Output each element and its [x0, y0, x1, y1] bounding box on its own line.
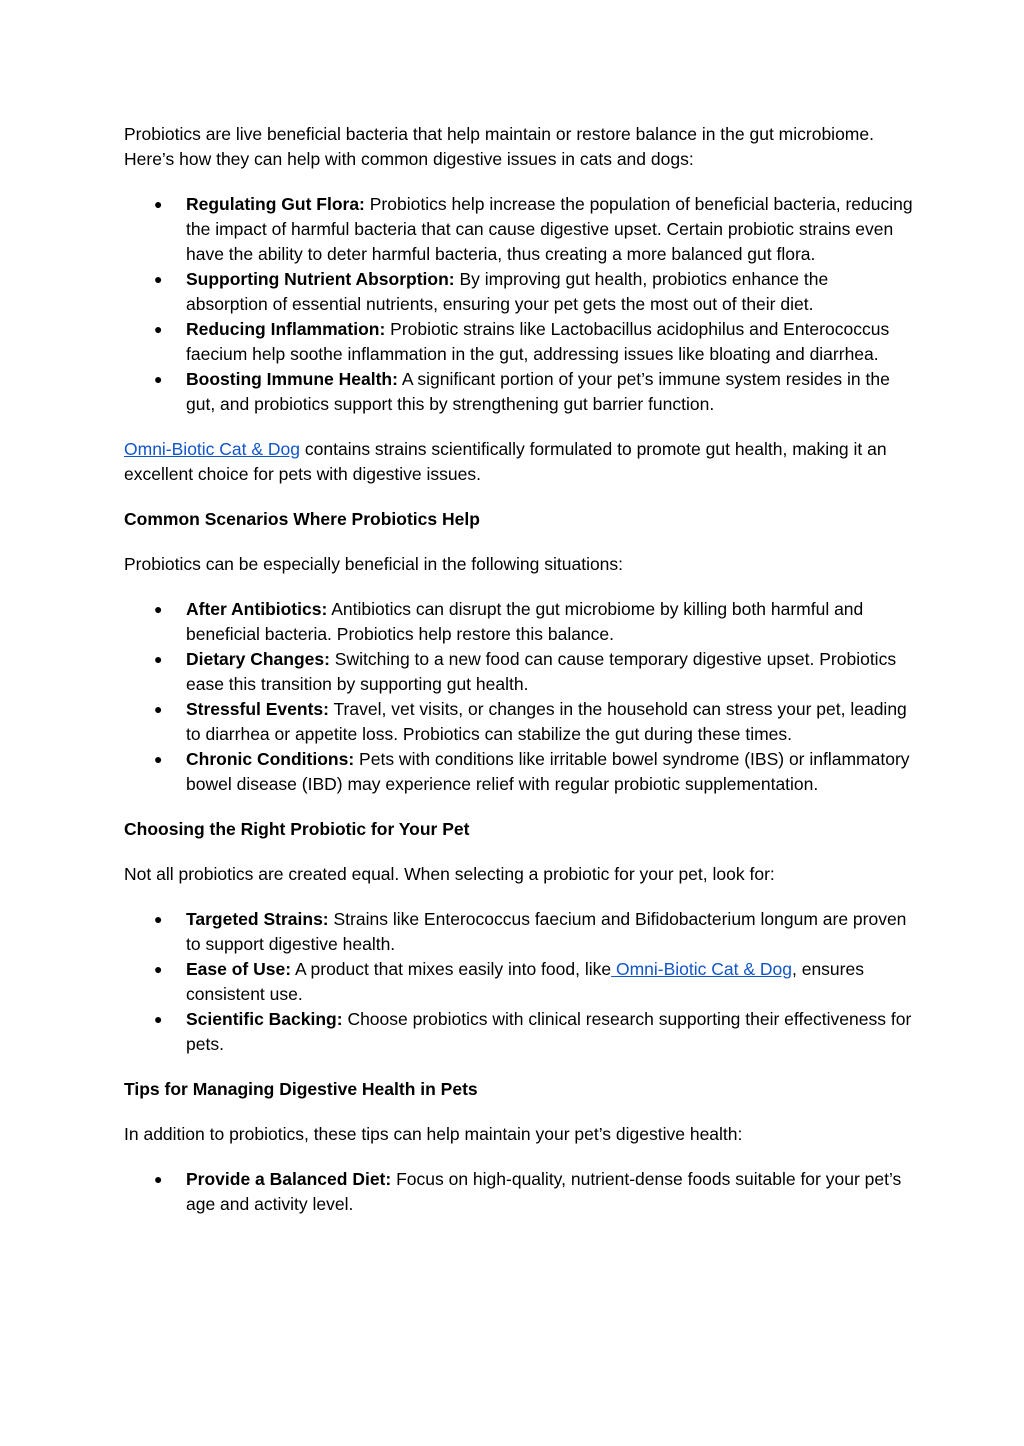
list-item-term: After Antibiotics:	[186, 599, 328, 619]
list-item-term: Scientific Backing:	[186, 1009, 343, 1029]
section-heading-choosing: Choosing the Right Probiotic for Your Pet	[124, 819, 470, 839]
list-item	[124, 267, 914, 317]
benefits-list	[124, 192, 914, 417]
bullet-icon: ●	[154, 601, 163, 617]
list-item	[124, 1167, 914, 1217]
section-heading-tips: Tips for Managing Digestive Health in Pets	[124, 1079, 478, 1099]
list-item-text: Choose probiotics with clinical research supporting their effectiveness for pets.	[186, 1009, 912, 1054]
section-intro-choosing: Not all probiotics are created equal. When selecting a probiotic for your pet, look for:	[124, 864, 775, 884]
document-page	[124, 122, 914, 1237]
list-item-term: Targeted Strains:	[186, 909, 329, 929]
list-item	[124, 647, 914, 697]
list-item-text: Strains like Enterococcus faecium and Bifidobacterium longum are proven to support digestive health.	[186, 909, 907, 954]
bullet-icon: ●	[154, 196, 163, 212]
bullet-icon: ●	[154, 751, 163, 767]
product-paragraph	[124, 437, 914, 487]
list-item	[124, 1007, 914, 1057]
list-item	[124, 597, 914, 647]
list-item-text: Pets with conditions like irritable bowel syndrome (IBS) or inflammatory bowel disease (IBD) may experience relief with regular probiotic supplementation.	[186, 749, 910, 794]
bullet-icon: ●	[154, 911, 163, 927]
list-item	[124, 317, 914, 367]
list-item-term: Supporting Nutrient Absorption:	[186, 269, 455, 289]
list-item-text: Travel, vet visits, or changes in the household can stress your pet, leading to diarrhea or appetite loss. Probiotics can stabilize the gut during these times.	[186, 699, 907, 744]
list-item	[124, 697, 914, 747]
bullet-icon: ●	[154, 1171, 163, 1187]
list-item-text: , ensures consistent use.	[186, 959, 864, 1004]
product-link[interactable]: Omni-Biotic Cat & Dog	[611, 959, 792, 979]
list-item-text: Antibiotics can disrupt the gut microbiome by killing both harmful and beneficial bacteria. Probiotics help restore this balance.	[186, 599, 864, 644]
list-item-term: Regulating Gut Flora:	[186, 194, 365, 214]
section-intro-scenarios: Probiotics can be especially beneficial in the following situations:	[124, 554, 624, 574]
list-item-term: Stressful Events:	[186, 699, 329, 719]
list-item	[124, 957, 914, 1007]
list-item-term: Dietary Changes:	[186, 649, 330, 669]
section-intro-tips: In addition to probiotics, these tips can help maintain your pet’s digestive health:	[124, 1124, 743, 1144]
list-item-term: Provide a Balanced Diet:	[186, 1169, 392, 1189]
list-item	[124, 907, 914, 957]
bullet-icon: ●	[154, 651, 163, 667]
list-item-term: Boosting Immune Health:	[186, 369, 398, 389]
section-heading-scenarios: Common Scenarios Where Probiotics Help	[124, 509, 480, 529]
list-item-text: Probiotic strains like Lactobacillus acidophilus and Enterococcus faecium help soothe inflammation in the gut, addressing issues like bloating and diarrhea.	[186, 319, 890, 364]
intro-paragraph: Probiotics are live beneficial bacteria that help maintain or restore balance in the gut microbiome. Here’s how they can help with common digestive issues in cats and dogs:	[124, 124, 874, 169]
list-item-text: A product that mixes easily into food, like	[291, 959, 612, 979]
list-item	[124, 192, 914, 267]
bullet-icon: ●	[154, 321, 163, 337]
list-item-term: Reducing Inflammation:	[186, 319, 386, 339]
scenarios-list	[124, 597, 914, 797]
list-item-text: Switching to a new food can cause temporary digestive upset. Probiotics ease this transition by supporting gut health.	[186, 649, 897, 694]
list-item-text: Focus on high-quality, nutrient-dense foods suitable for your pet’s age and activity level.	[186, 1169, 902, 1214]
list-item	[124, 747, 914, 797]
choosing-list	[124, 907, 914, 1057]
list-item-text: By improving gut health, probiotics enhance the absorption of essential nutrients, ensuring your pet gets the most out of their diet.	[186, 269, 829, 314]
product-paragraph-text: contains strains scientifically formulated to promote gut health, making it an excellent choice for pets with digestive issues.	[124, 439, 887, 484]
list-item-term: Ease of Use:	[186, 959, 292, 979]
bullet-icon: ●	[154, 271, 163, 287]
list-item	[124, 367, 914, 417]
bullet-icon: ●	[154, 961, 163, 977]
tips-list	[124, 1167, 914, 1217]
bullet-icon: ●	[154, 1011, 163, 1027]
list-item-term: Chronic Conditions:	[186, 749, 355, 769]
list-item-text: A significant portion of your pet’s immune system resides in the gut, and probiotics support this by strengthening gut barrier function.	[186, 369, 890, 414]
bullet-icon: ●	[154, 701, 163, 717]
product-link[interactable]: Omni-Biotic Cat & Dog	[124, 439, 301, 459]
list-item-text: Probiotics help increase the population of beneficial bacteria, reducing the impact of harmful bacteria that can cause digestive upset. Certain probiotic strains even have the ability to deter harmful bacteria, thus creating a more balanced gut flora.	[186, 194, 913, 264]
bullet-icon: ●	[154, 371, 163, 387]
